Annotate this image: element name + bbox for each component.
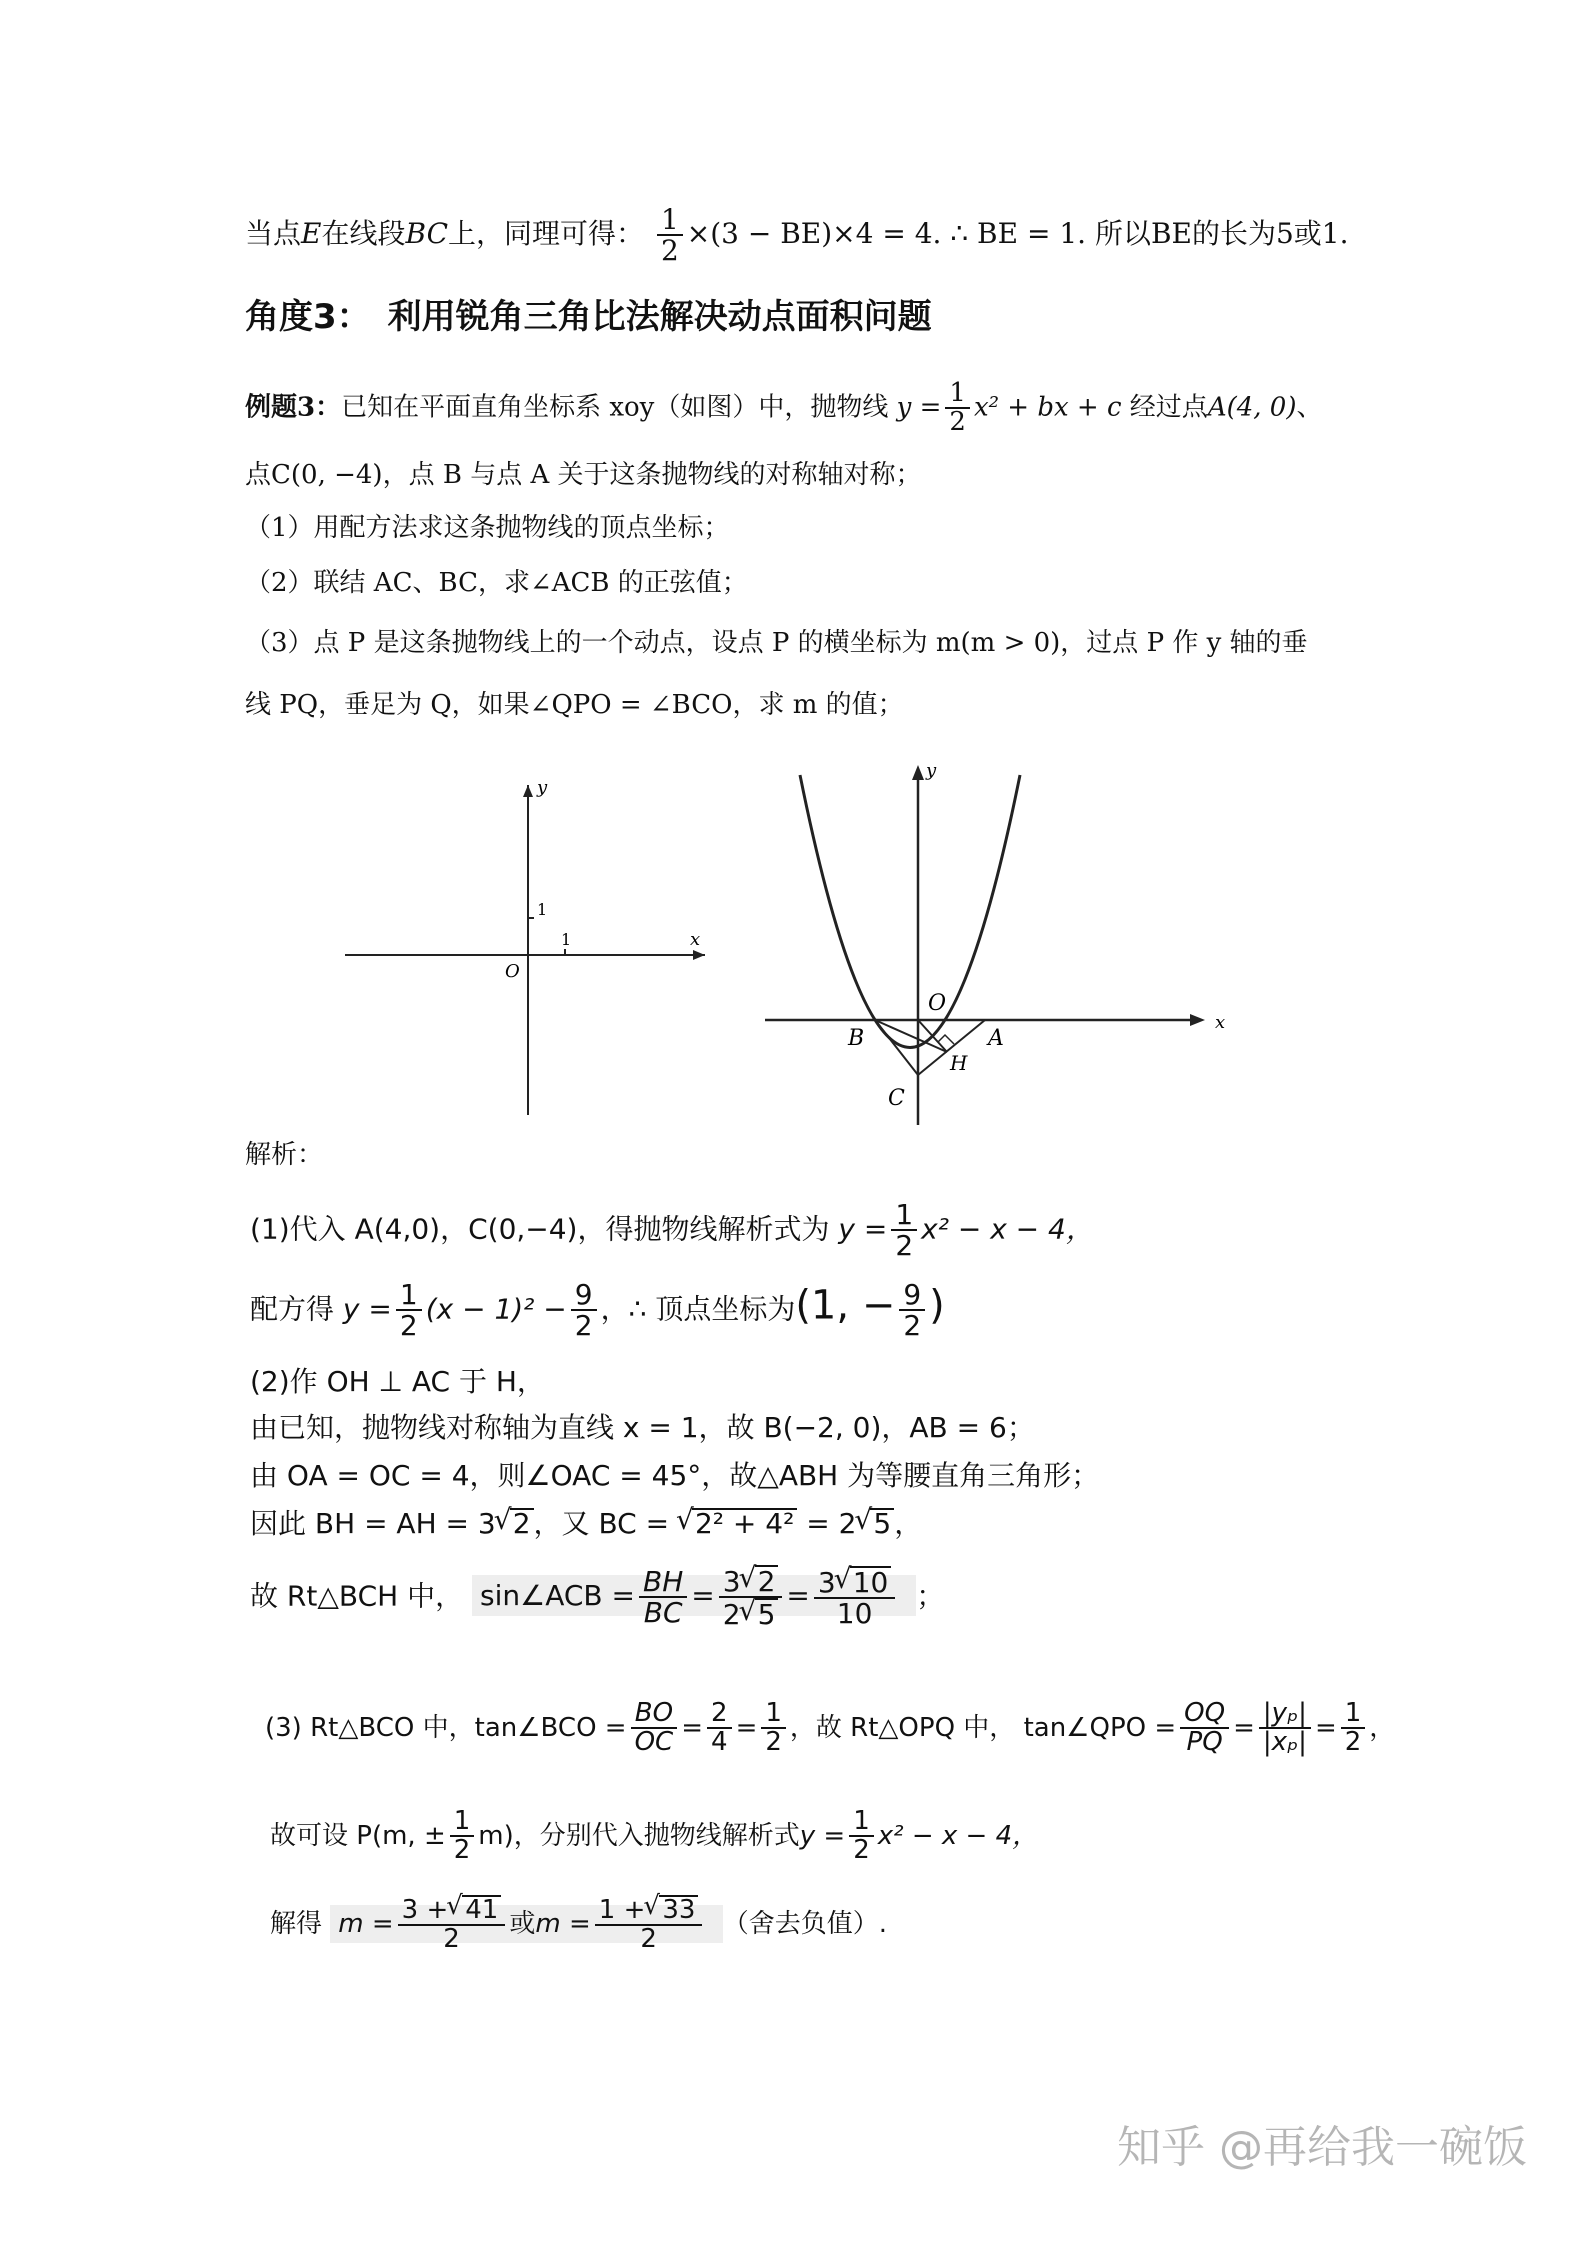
intro-text: . 所以BE的长为5或1.	[1077, 216, 1349, 250]
question-2: （2）联结 AC、BC，求∠ACB 的正弦值；	[245, 568, 748, 598]
label-H: H	[950, 1051, 968, 1075]
equation: x² + bx + c	[973, 392, 1122, 423]
example-text: 经过点	[1129, 392, 1208, 423]
watermark: 知乎 @再给我一碗饭	[1117, 2122, 1527, 2173]
label-O: O	[928, 991, 947, 1016]
example-text: 已知在平面直角坐标系 xoy（如图）中，抛物线	[341, 392, 889, 423]
fraction: $\frac{1}{2}$	[891, 1200, 917, 1261]
fraction: $\frac{9}{2}$	[571, 1280, 597, 1341]
figure-axes	[345, 775, 720, 1120]
segment-BC: BC	[405, 216, 449, 250]
intro-text: 上，同理可得：	[448, 216, 645, 250]
solution-label: 解析：	[245, 1140, 324, 1170]
solution-3-line-2: 故可设 P(m, ± $\frac{1}{2}$ m)，分别代入抛物线解析式y = $\frac{1}{2}$ x² − x − 4，	[270, 1806, 1039, 1866]
point-E: E	[301, 216, 322, 250]
x-axis-arrow	[1190, 1014, 1205, 1026]
expression: ×(3 − BE)×4 = 4	[686, 216, 933, 250]
fraction: $\frac{1}{2}$	[945, 380, 970, 437]
fraction: $\frac{1}{2}$	[396, 1280, 422, 1341]
fraction: $\frac{1}{2}$	[657, 205, 683, 266]
y-label: y	[926, 760, 937, 781]
solution-2-line-5: 故 Rt△BCH 中， sin∠ACB = $\frac{BH}{BC}$ = $\frac{3√ 2}{2√ 5}$ = $\frac{3√ 10}{10}$ ；	[250, 1565, 944, 1630]
question-3-line-1: （3）点 P 是这条抛物线上的一个动点，设点 P 的横坐标为 m(m > 0)，过点 P 作 y 轴的垂	[245, 628, 1308, 658]
label-B: B	[848, 1026, 865, 1051]
solution-2-line-3: 由 OA = OC = 4，则∠OAC = 45°，故△ABH 为等腰直角三角形；	[250, 1459, 1100, 1492]
intro-text: 当点	[245, 216, 302, 250]
solution-2-line-2: 由已知，抛物线对称轴为直线 x = 1，故 B(−2, 0)，AB = 6；	[250, 1411, 1035, 1444]
question-3-line-2: 线 PQ，垂足为 Q，如果∠QPO = ∠BCO，求 m 的值；	[245, 690, 904, 720]
point-A: A(4, 0)	[1207, 392, 1297, 423]
question-1: （1）用配方法求这条抛物线的顶点坐标；	[245, 513, 730, 543]
sine-result-box: sin∠ACB = $\frac{BH}{BC}$ = $\frac{3√ 2}{2√ 5}$ = $\frac{3√ 10}{10}$	[472, 1575, 916, 1616]
x-axis-arrow	[693, 950, 705, 960]
example-label: 例题3：	[245, 392, 342, 423]
example-line-2: 点C(0, −4)，点 B 与点 A 关于这条抛物线的对称轴对称；	[245, 460, 922, 490]
y-label: y	[537, 777, 548, 798]
tick-x-label: 1	[561, 930, 572, 949]
solution-2-line-4: 因此 BH = AH = 3√ 2 ，又 BC = √ 2² + 4² = 2√ 5 ，	[250, 1508, 922, 1538]
solution-1-line-2: 配方得 y = $\frac{1}{2}$ (x − 1)² − $\frac{9}{2}$ ，∴ 顶点坐标为(1, − $\frac{9}{2}$ )	[250, 1278, 945, 1343]
label-C: C	[888, 1086, 905, 1111]
parabola-curve	[800, 775, 1020, 1048]
figure-parabola	[760, 760, 1240, 1130]
expression: . ∴ BE = 1	[932, 216, 1078, 250]
intro-line	[245, 205, 1349, 266]
intro-text: 在线段	[321, 216, 406, 250]
y-axis-arrow	[912, 765, 924, 780]
solution-2-line-1: (2)作 OH ⊥ AC 于 H，	[250, 1365, 545, 1398]
answer-box: m = $\frac{3 +√ 41}{2}$ 或m = $\frac{1 +√ 33}{2}$	[330, 1905, 722, 1943]
x-label: x	[690, 929, 701, 950]
solution-3-line-1: (3) Rt△BCO 中，tan∠BCO = $\frac{BO}{OC}$ = $\frac{2}{4}$ = $\frac{1}{2}$ ，故 Rt△OPQ 中， tan∠QPO = $\frac{OQ}{PQ}$ = $\frac{\text{|yₚ|}}{\text{|xₚ|}}$ = $\frac{1}{2}$ ，	[265, 1698, 1396, 1758]
example-line-1: 例题3：已知在平面直角坐标系 xoy（如图）中，抛物线 y = $\frac{1}{2}$ x² + bx + c 经过点A(4, 0)、	[245, 378, 1323, 438]
y-axis-arrow	[523, 785, 533, 797]
right-angle-mark	[938, 1035, 954, 1044]
solution-3-line-3: 解得 m = $\frac{3 +√ 41}{2}$ 或m = $\frac{1 +√ 33}{2}$ （舍去负值）.	[270, 1895, 887, 1954]
label-A: A	[988, 1026, 1004, 1051]
tick-y-label: 1	[537, 900, 548, 919]
solution-1-line-1: (1)代入 A(4,0)，C(0,−4)，得抛物线解析式为 y = $\frac{1}{2}$ x² − x − 4，	[250, 1198, 1094, 1263]
x-label: x	[1215, 1012, 1226, 1033]
fraction: $\frac{9}{2}$	[899, 1280, 925, 1341]
origin-label: O	[505, 961, 520, 982]
section-title: 角度3： 利用锐角三角比法解决动点面积问题	[245, 297, 932, 337]
